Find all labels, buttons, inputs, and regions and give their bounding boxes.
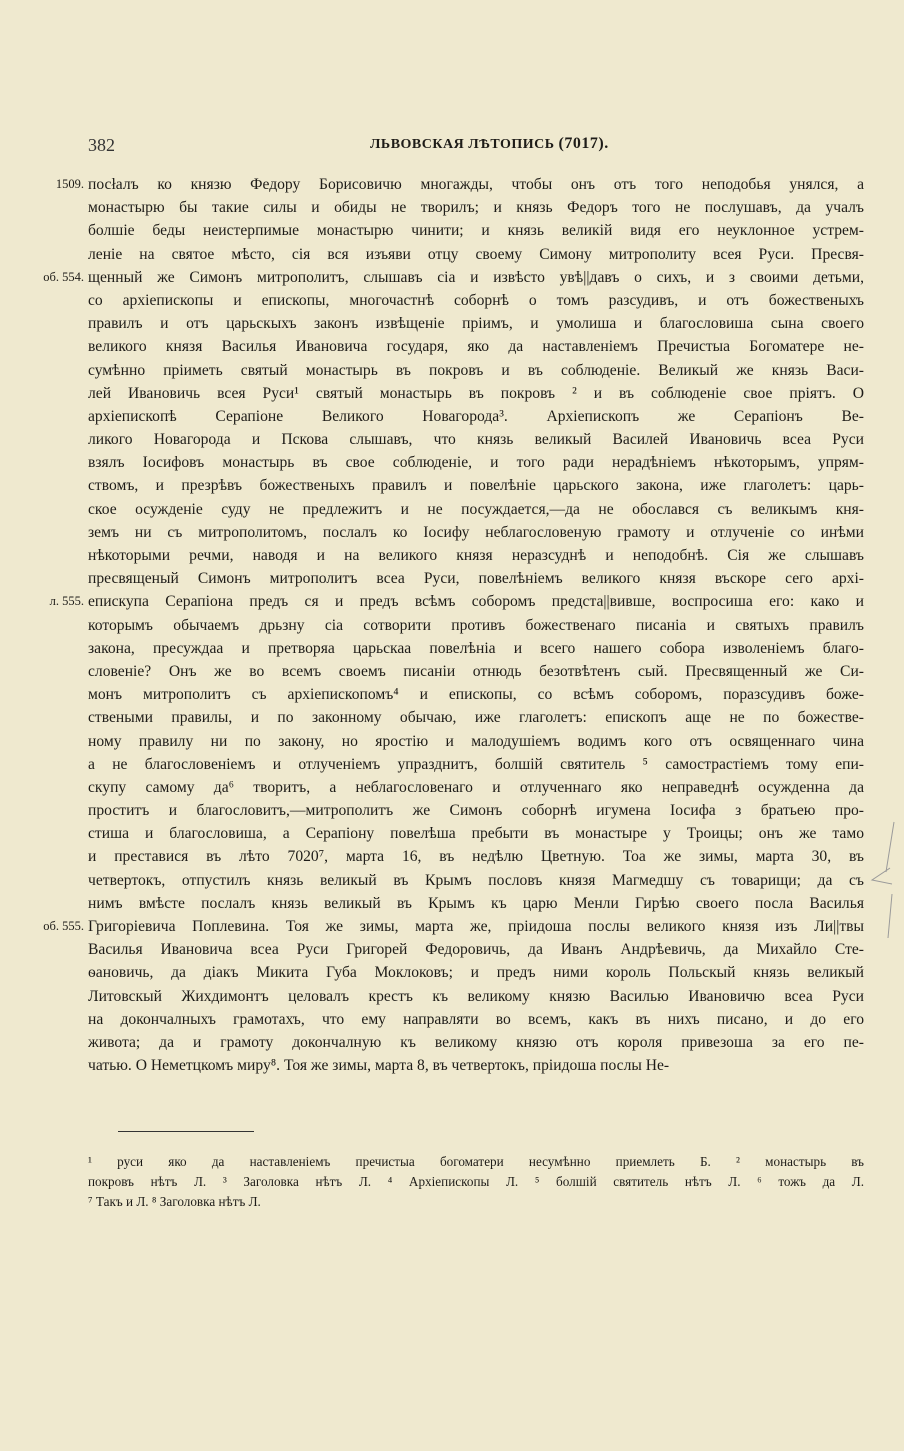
text-line	[88, 938, 864, 961]
margin-note: об. 554.	[43, 269, 84, 284]
line-text: Григоріевича Поплевина. Тоя же зимы, марта же, пріидоша послы великого князя изъ Ли||твы	[88, 918, 864, 935]
text-line	[49, 590, 864, 613]
text-line	[88, 706, 864, 729]
text-line	[88, 683, 864, 706]
text-line	[88, 196, 864, 219]
line-text: ствомъ, и презрѣвъ божественыхъ правилъ и повелѣніе царьского закона, иже глаголетъ: царь-	[88, 477, 864, 495]
text-line	[55, 173, 864, 196]
line-text: лей Ивановичь всея Руси¹ святый монастырь въ покровъ ² и въ соблюденіе свое пріятъ. О	[88, 384, 864, 402]
line-text: и преставися въ лѣто 7020⁷, марта 16, въ недѣлю Цветную. Тоа же зимы, марта 30, въ	[88, 848, 864, 866]
page-header	[88, 135, 864, 159]
line-text: чатью. О Неметцкомъ миру⁸. Тоя же зимы, марта 8, въ четвертокъ, пріидоша послы Не-	[88, 1057, 670, 1075]
text-line	[88, 544, 864, 567]
text-line	[88, 498, 864, 521]
line-text: стиша и благословиша, а Серапіону повелѣша пребыти въ монастыре у Троицы; онъ же тамо	[88, 825, 864, 843]
margin-note: 1509.	[55, 177, 84, 191]
text-line	[88, 869, 864, 892]
text-line	[88, 961, 864, 984]
text-line	[88, 474, 864, 497]
text-line	[88, 382, 864, 405]
line-text: проститъ и благословитъ,—митрополитъ же Симонъ соборнѣ игумена Іосифа з братьею про-	[88, 802, 864, 820]
text-line	[88, 567, 864, 590]
line-text: скупу самому да⁶ творитъ, а неблагословенаго и отлученнаго яко неправеднѣ осужденна да	[88, 778, 864, 796]
line-text: монастырю бы такие силы и обиды не творилъ; и князь Федоръ того не послушавъ, да учалъ	[88, 199, 864, 217]
footnote-divider	[118, 1131, 254, 1132]
line-text: Литовскый Жихдимонтъ целовалъ крестъ къ великому князю Василью Ивановичю всеа Руси	[88, 987, 864, 1005]
line-text: закона, пресуждаа и претворяа царьскаа повелѣніа и всего нашего собора изволеніемъ благо-	[88, 639, 864, 657]
main-text	[43, 173, 864, 1077]
text-line	[88, 1054, 864, 1077]
line-text: со архіепископы и епископы, многочастнѣ соборнѣ о томъ разсудивъ, и отъ божественыхъ	[88, 291, 864, 309]
line-text: ному правилу ни по закону, но яростію и малодушіемъ водимъ кого отъ освященнаго чина	[88, 732, 864, 750]
line-text: нимъ вмѣсте послалъ князь великый въ Крымъ къ царю Менли Гирѣю своего посла Василья	[88, 894, 864, 912]
line-text: правилъ и отъ царьскыхъ законъ извѣщеніе пріимъ, и умолиша и благословиша сына своего	[88, 315, 864, 333]
footnote-line: ⁷ Такъ и Л. ⁸ Заголовка нѣтъ Л.	[88, 1194, 261, 1209]
text-line	[88, 614, 864, 637]
text-line	[88, 1031, 864, 1054]
line-text: епискупа Серапіона предъ ся и предъ всѣмъ соборомъ предста||вивше, воспросиша его: како и	[88, 593, 864, 611]
running-title-year: (7017).	[558, 135, 609, 152]
line-text: Василья Ивановича всеа Руси Григорей Федоровичь, да Иванъ Андрѣевичь, да Михайло Сте-	[88, 941, 864, 959]
footnote-line: ¹ руси яко да наставленіемъ пречистыа богоматери несумѣнно приемлеть Б. ² монастырь въ	[88, 1154, 864, 1169]
running-title	[370, 135, 609, 153]
text-line	[88, 985, 864, 1008]
text-line	[88, 730, 864, 753]
line-text: на докончалныхъ грамотахъ, что ему направляти во всемъ, какъ въ нихъ писано, и до его	[88, 1010, 864, 1028]
text-line	[88, 660, 864, 683]
running-title-text: ЛЬВОВСКАЯ ЛѢТОПИСЬ	[370, 137, 555, 152]
page-number: 382	[88, 135, 115, 155]
text-line	[88, 428, 864, 451]
text-line	[88, 799, 864, 822]
text-line	[88, 776, 864, 799]
line-text: монъ митрополитъ съ архіепископомъ⁴ и епископы, со всѣмъ соборомъ, поразсудивъ боже-	[88, 686, 864, 704]
text-line	[43, 266, 864, 289]
text-line	[88, 312, 864, 335]
text-line	[88, 637, 864, 660]
text-line	[88, 753, 864, 776]
text-line	[88, 1008, 864, 1031]
footnote-line: покровъ нѣтъ Л. ³ Заголовка нѣтъ Л. ⁴ Архіепископы Л. ⁵ болшій святитель нѣтъ Л. ⁶ тожъ да Л.	[88, 1174, 864, 1189]
text-line	[88, 451, 864, 474]
text-line	[88, 219, 864, 242]
line-text: словеніе? Онъ же во всемъ своемъ писаніи отнюдь безотвѣтенъ сый. Пресвященный же Си-	[88, 662, 864, 680]
line-text: взялъ Іосифовъ монастырь въ свое соблюденіе, и того ради нерадѣніемъ нѣкоторымъ, упрям-	[88, 454, 864, 472]
margin-note: л. 555.	[49, 594, 84, 609]
line-text: болшіе беды неистерпимые монастырю чинити; и князь великій видя его неуклонное устрем-	[88, 222, 864, 240]
line-text: а не благословеніемъ и отлученіемъ упразднитъ, болшій святитель ⁵ самострастіемъ тому епи-	[88, 755, 864, 773]
text-line	[88, 822, 864, 845]
line-text: архіепископѣ Серапіоне Великого Новагорода³. Архіепископъ же Серапіонъ Ве-	[88, 407, 864, 425]
text-line	[88, 289, 864, 312]
line-text: сумѣнно пріиметь святый монастырь въ покровъ и въ соблюденіе. Великый же князь Васи-	[88, 361, 864, 379]
footnotes	[88, 1152, 864, 1212]
text-line	[88, 405, 864, 428]
text-line	[88, 243, 864, 266]
line-text: ликого Новагорода и Пскова слышавъ, что князь великый Василей Ивановичь всеа Руси	[88, 431, 864, 449]
line-text: ѳановичь, да діакъ Микита Губа Моклоковъ; и предъ ними король Польскый князь великый	[88, 964, 864, 982]
line-text: ствеными правилы, и по законному обычаю, иже глаголетъ: епископъ аще не по божестве-	[88, 709, 864, 727]
text-line	[88, 521, 864, 544]
text-line	[88, 892, 864, 915]
line-text: которымъ обычаемъ дрьзну сіа сотворити противъ божественаго писаніа и святыхъ правилъ	[88, 616, 864, 634]
line-text: земъ ни съ митрополитомъ, послалъ ко Іосифу неблагословеную грамоту и отлученіе со инѣми	[88, 523, 864, 541]
text-line	[88, 335, 864, 358]
text-line	[88, 845, 864, 868]
line-text: посłалъ ко князю Федору Борисовичю многажды, чтобы онъ отъ того неподобья унялся, а	[88, 176, 864, 193]
text-line	[88, 359, 864, 382]
line-text: щенный же Симонъ митрополитъ, слышавъ сіа и извѣсто увѣ||давъ о сихъ, и з своими детьми,	[88, 268, 864, 286]
line-text: четвертокъ, отпустилъ князь великый въ Крымъ пословъ князя Магмедшу съ товарищи; да съ	[88, 871, 864, 889]
text-line	[43, 915, 864, 938]
margin-note: об. 555.	[43, 919, 84, 933]
line-text: пресвященый Симонъ митрополитъ всеа Руси, повелѣніемъ великого князя въскоре сего архі-	[88, 570, 864, 588]
line-text: леніе на святое мѣсто, сія вся изъяви отцу своему Симону митрополиту всея Руси. Пресвя-	[88, 245, 864, 263]
line-text: живота; да и грамоту докончалную къ великому князю отъ короля привезоша за его пе-	[88, 1033, 864, 1051]
line-text: нѣкоторыми речми, наводя и на великого князя неразсуднѣ и неподобнѣ. Сія же слышавъ	[88, 547, 864, 564]
pencil-mark-icon	[866, 820, 900, 940]
line-text: великого князя Василья Ивановича государя, яко да наставленіемъ Пречистыа Богоматере не-	[88, 338, 864, 356]
line-text: ское осужденіе суду не предлежитъ и не посуждается,—да не обослався съ великымъ кня-	[88, 500, 864, 518]
